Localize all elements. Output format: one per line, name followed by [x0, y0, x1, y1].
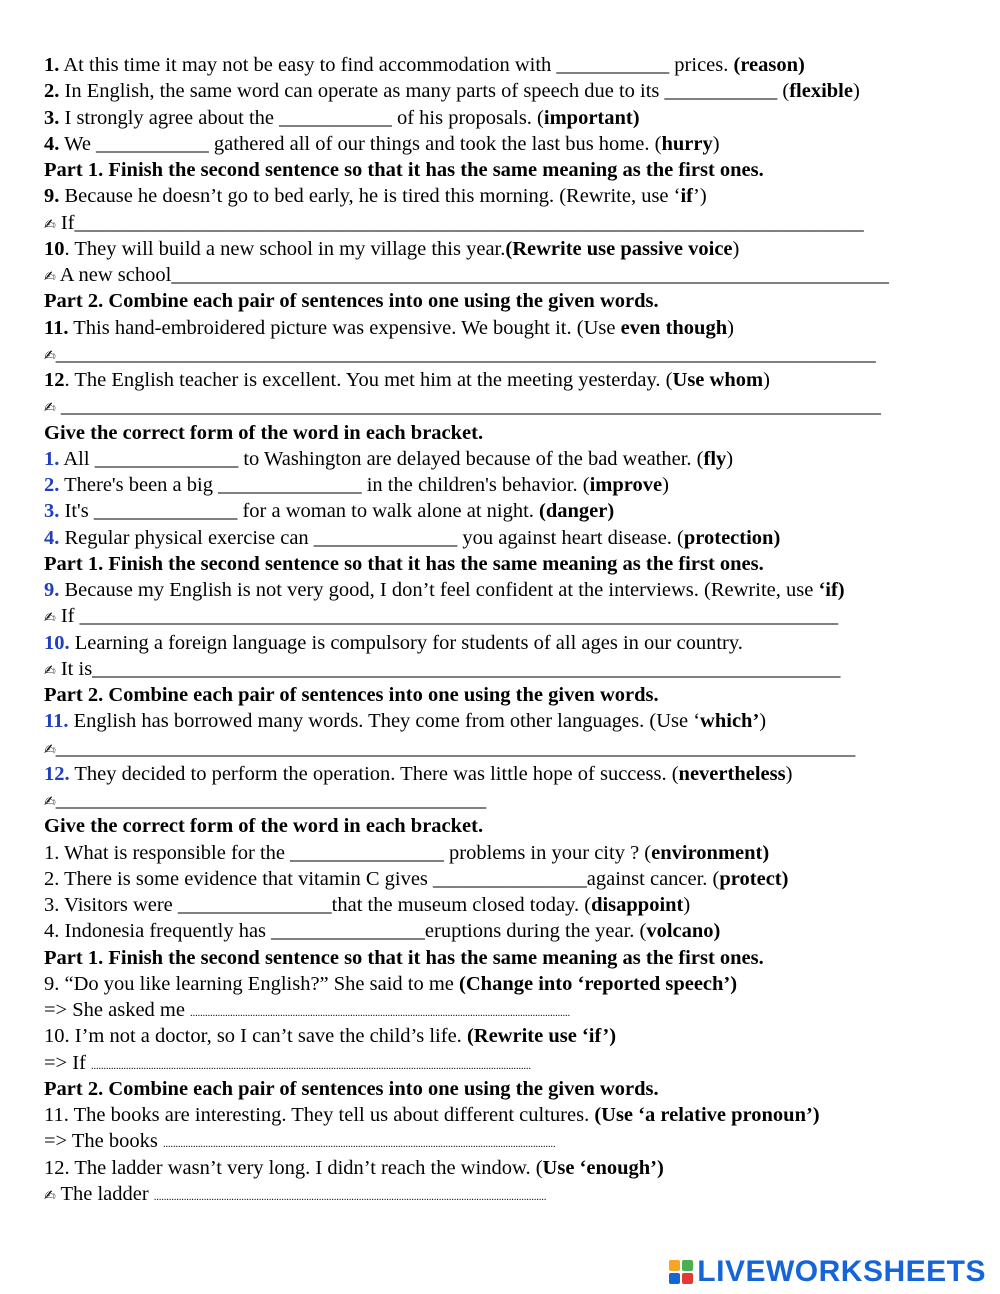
- line-text: Part 1. Finish the second sentence so that it has the same meaning as the first ones.: [44, 552, 764, 575]
- worksheet-line: [44, 393, 964, 419]
- worksheet-line: [44, 682, 964, 708]
- pencil-icon: ✍: [44, 347, 56, 364]
- line-text: We ___________ gathered all of our things and took the last bus home. (: [59, 132, 662, 155]
- line-text: 9.: [44, 185, 60, 208]
- line-text: At this time it may not be easy to find accommodation with ___________ prices.: [59, 54, 734, 76]
- worksheet-line: [44, 52, 964, 78]
- worksheet-line: [44, 446, 964, 472]
- line-text: ): [683, 894, 691, 916]
- line-text: 1.: [44, 54, 60, 76]
- line-text: ): [662, 474, 669, 496]
- line-text: If __________________________________________________________________________: [55, 605, 839, 628]
- worksheet-line: [44, 131, 964, 157]
- line-text: Part 1. Finish the second sentence so that it has the same meaning as the first ones.: [44, 159, 764, 181]
- line-text: . The English teacher is excellent. You met him at the meeting yesterday. (: [64, 369, 673, 391]
- logo-text: LIVEWORKSHEETS: [697, 1255, 986, 1288]
- worksheet-line: [44, 472, 964, 498]
- pencil-icon: ✍: [44, 216, 56, 233]
- line-text: (reason): [733, 54, 805, 76]
- line-text: 12. The ladder wasn’t very long. I didn’t reach the window. (: [44, 1156, 543, 1179]
- worksheet-line: [44, 892, 964, 918]
- line-text: (Rewrite use passive voice: [505, 237, 733, 260]
- worksheet-line: [44, 183, 964, 209]
- line-text: 1.: [44, 447, 60, 470]
- line-text: ‘if): [818, 579, 845, 601]
- line-text: Give the correct form of the word in each bracket.: [44, 815, 484, 838]
- worksheet-line: [44, 551, 964, 577]
- line-text: improve: [589, 474, 663, 496]
- line-text: 10.: [44, 631, 70, 654]
- worksheet-line: [44, 997, 964, 1023]
- line-text: 12.: [44, 762, 70, 785]
- line-text: ): [785, 762, 793, 785]
- line-text: Part 2. Combine each pair of sentences into one using the given words.: [44, 1077, 659, 1100]
- line-text: (Use ‘a relative pronoun’): [594, 1104, 820, 1126]
- line-text: If_____________________________________________________________________________: [55, 211, 864, 234]
- line-text: This hand-embroidered picture was expensive. We bought it. (Use: [68, 316, 621, 339]
- line-text: ________________________________________________________________________________: [55, 395, 881, 418]
- pencil-icon: ✍: [44, 741, 56, 758]
- line-text: (Change into ‘reported speech’): [459, 972, 738, 995]
- line-text: 10: [44, 237, 65, 260]
- line-text: 3.: [44, 106, 60, 129]
- worksheet-line: [44, 210, 964, 236]
- line-text: ______________________________________________________________________________: [55, 736, 856, 759]
- worksheet-line: [44, 157, 964, 183]
- line-text: Because he doesn’t go to bed early, he is tired this morning. (Rewrite, use ‘: [59, 185, 681, 208]
- worksheet-line: [44, 1023, 964, 1049]
- worksheet-line: [44, 1076, 964, 1102]
- line-text: It is_________________________________________________________________________: [55, 657, 841, 680]
- line-text: English has borrowed many words. They come from other languages. (Use ‘: [68, 710, 701, 733]
- line-text: . They will build a new school in my village this year.: [64, 237, 506, 260]
- worksheet-line: [44, 656, 964, 682]
- line-text: 4. Indonesia frequently has _______________eruptions during the year. (: [44, 920, 647, 943]
- line-text: fly: [703, 447, 727, 470]
- worksheet-line: [44, 603, 964, 629]
- worksheet-line: [44, 367, 964, 393]
- line-text: .............................................................................................................................................................: [153, 1191, 547, 1203]
- line-text: ): [763, 369, 770, 391]
- line-text: Because my English is not very good, I don’t feel confident at the interviews. (Rewrite, use: [59, 579, 819, 601]
- worksheet: [44, 52, 964, 1207]
- line-text: Use whom: [672, 369, 764, 391]
- worksheet-line: [44, 577, 964, 603]
- line-text: important): [543, 106, 640, 129]
- line-text: 9.: [44, 579, 60, 601]
- line-text: ’): [693, 185, 707, 208]
- worksheet-line: [44, 1155, 964, 1181]
- line-text: ): [759, 710, 767, 733]
- line-text: In English, the same word can operate as many parts of speech due to its ___________ (: [59, 80, 790, 103]
- line-text: 11. The books are interesting. They tell us about different cultures.: [44, 1104, 595, 1126]
- line-text: It's ______________ for a woman to walk alone at night.: [59, 500, 540, 523]
- line-text: Part 1. Finish the second sentence so that it has the same meaning as the first ones.: [44, 946, 764, 969]
- worksheet-line: [44, 708, 964, 734]
- line-text: ................................................................................................................................................................................: [91, 1060, 532, 1072]
- line-text: ): [726, 447, 734, 470]
- pencil-icon: ✍: [44, 400, 56, 417]
- worksheet-line: [44, 262, 964, 288]
- line-text: even though: [620, 316, 728, 339]
- line-text: They decided to perform the operation. There was little hope of success. (: [69, 762, 679, 785]
- worksheet-line: [44, 105, 964, 131]
- line-text: (Rewrite use ‘if’): [466, 1025, 617, 1048]
- logo-square-2: [682, 1260, 693, 1271]
- line-text: => She asked me: [44, 999, 191, 1021]
- line-text: environment): [651, 841, 770, 864]
- line-text: 3. Visitors were _______________that the museum closed today. (: [44, 894, 592, 916]
- worksheet-line: [44, 971, 964, 997]
- pencil-icon: ✍: [44, 1187, 56, 1204]
- worksheet-line: [44, 288, 964, 314]
- line-text: 11.: [44, 710, 69, 733]
- worksheet-line: [44, 840, 964, 866]
- worksheet-line: [44, 315, 964, 341]
- line-text: There's been a big ______________ in the children's behavior. (: [59, 474, 590, 496]
- line-text: which’: [700, 710, 760, 733]
- line-text: A new school______________________________________________________________________: [55, 264, 889, 286]
- line-text: 9. “Do you like learning English?” She said to me: [44, 972, 460, 995]
- line-text: nevertheless: [678, 762, 786, 785]
- line-text: 4.: [44, 526, 60, 549]
- logo-mark-icon: [669, 1260, 693, 1284]
- pencil-icon: ✍: [44, 610, 56, 627]
- line-text: The ladder: [55, 1182, 154, 1205]
- line-text: 11.: [44, 316, 69, 339]
- line-text: ________________________________________________________________________________: [55, 342, 876, 365]
- logo-square-1: [669, 1260, 680, 1271]
- worksheet-line: [44, 630, 964, 656]
- worksheet-line: [44, 1050, 964, 1076]
- line-text: ): [732, 237, 740, 260]
- line-text: __________________________________________: [55, 789, 487, 811]
- logo-square-3: [669, 1273, 680, 1284]
- line-text: if: [680, 185, 694, 208]
- worksheet-line: [44, 525, 964, 551]
- line-text: Give the correct form of the word in each bracket.: [44, 421, 484, 444]
- line-text: 4.: [44, 132, 60, 155]
- line-text: protect): [719, 867, 789, 890]
- worksheet-line: [44, 918, 964, 944]
- line-text: I strongly agree about the ___________ of his proposals. (: [59, 106, 544, 129]
- worksheet-line: [44, 735, 964, 761]
- line-text: Learning a foreign language is compulsory for students of all ages in our country.: [69, 631, 743, 654]
- worksheet-line: [44, 1128, 964, 1154]
- worksheet-line: [44, 761, 964, 787]
- line-text: 10. I’m not a doctor, so I can’t save the child’s life.: [44, 1025, 467, 1048]
- worksheet-line: [44, 1181, 964, 1207]
- line-text: hurry: [661, 132, 713, 155]
- line-text: 2. There is some evidence that vitamin C gives _______________against cancer. (: [44, 867, 720, 890]
- worksheet-line: [44, 1102, 964, 1128]
- line-text: Regular physical exercise can ______________ you against heart disease. (: [59, 526, 684, 549]
- line-text: (danger): [539, 500, 615, 523]
- line-text: All ______________ to Washington are delayed because of the bad weather. (: [59, 447, 704, 470]
- line-text: 2.: [44, 474, 60, 496]
- line-text: 1. What is responsible for the _______________ problems in your city ? (: [44, 841, 652, 864]
- line-text: 12: [44, 369, 65, 391]
- worksheet-line: [44, 341, 964, 367]
- logo-square-4: [682, 1273, 693, 1284]
- worksheet-line: [44, 813, 964, 839]
- worksheet-line: [44, 945, 964, 971]
- line-text: protection): [683, 526, 781, 549]
- worksheet-line: [44, 78, 964, 104]
- line-text: ........................................................................................................................................................: [190, 1008, 571, 1019]
- line-text: Part 2. Combine each pair of sentences into one using the given words.: [44, 290, 659, 313]
- line-text: 2.: [44, 80, 60, 103]
- line-text: flexible: [789, 80, 853, 103]
- line-text: volcano): [646, 920, 721, 943]
- worksheet-line: [44, 420, 964, 446]
- line-text: => If: [44, 1051, 92, 1074]
- line-text: Use ‘enough’): [542, 1156, 664, 1179]
- worksheet-line: [44, 787, 964, 813]
- line-text: disappoint: [591, 894, 684, 916]
- line-text: => The books: [44, 1130, 163, 1153]
- pencil-icon: ✍: [44, 794, 56, 810]
- pencil-icon: ✍: [44, 662, 56, 679]
- pencil-icon: ✍: [44, 269, 56, 285]
- line-text: ): [727, 316, 734, 339]
- worksheet-line: [44, 866, 964, 892]
- line-text: ): [712, 132, 720, 155]
- liveworksheets-logo: [669, 1255, 986, 1289]
- worksheet-line: [44, 498, 964, 524]
- line-text: 3.: [44, 500, 60, 523]
- line-text: .............................................................................................................................................................: [162, 1139, 556, 1151]
- line-text: ): [852, 80, 860, 103]
- line-text: Part 2. Combine each pair of sentences into one using the given words.: [44, 684, 659, 706]
- worksheet-line: [44, 236, 964, 262]
